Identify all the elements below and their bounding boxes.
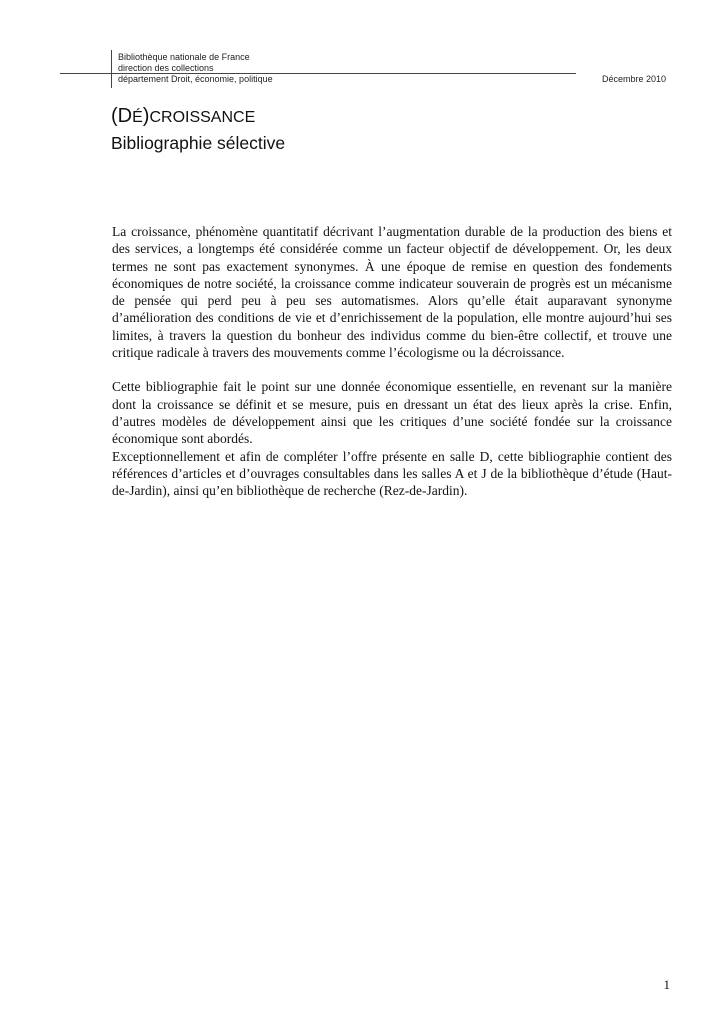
- page-title: [111, 104, 255, 130]
- header-line-library: Bibliothèque nationale de France: [118, 52, 250, 62]
- header-line-direction: direction des collections: [118, 63, 214, 73]
- header-institution: [118, 52, 273, 85]
- title-part-b: É: [132, 109, 143, 126]
- page-number: 1: [663, 977, 670, 992]
- title-part-d: CROISSANCE: [149, 109, 256, 126]
- header-date: Décembre 2010: [601, 74, 666, 84]
- intro-paragraph-3: Exceptionnellement et afin de compléter l’offre présente en salle D, cette bibliographie contient des références d’articles et d’ouvrages consultables dans les salles A et J de la bibliothèque d’étude (Haut-de-Jardin), ainsi qu’en bibliothèque de recherche (Rez-de-Jardin).: [112, 448, 672, 499]
- introduction-text: [112, 223, 672, 499]
- intro-paragraph-2: Cette bibliographie fait le point sur une donnée économique essentielle, en revenant sur la manière dont la croissance se définit et se mesure, puis en dressant un état des lieux après la crise. Enfin, d’autres modèles de développement ainsi que les critiques d’une société fondée sur la croissance économique sont abordés.: [112, 379, 672, 447]
- page-subtitle: Bibliographie sélective: [111, 133, 286, 153]
- title-part-c: ): [142, 105, 150, 127]
- header-line-department: département Droit, économie, politique: [118, 74, 273, 84]
- title-part-a: (D: [111, 105, 133, 127]
- header-vertical-rule: [111, 50, 112, 88]
- intro-paragraph-1: La croissance, phénomène quantitatif décrivant l’augmentation durable de la production des biens et des services, a longtemps été considérée comme un facteur objectif de développement. Or, les deux termes ne sont pas exactement synonymes. À une époque de remise en question des fondements économiques de notre société, la croissance comme indicateur souverain de progrès est un mécanisme de pensée qui perd peu à peu ses automatismes. Alors qu’elle était auparavant synonyme d’amélioration des conditions de vie et d’enrichissement de la population, elle montre aujourd’hui ses limites, à travers la question du bonheur des individus comme du bien-être collectif, et trouve une critique radicale à travers des mouvements comme l’écologisme ou la décroissance.: [112, 224, 672, 361]
